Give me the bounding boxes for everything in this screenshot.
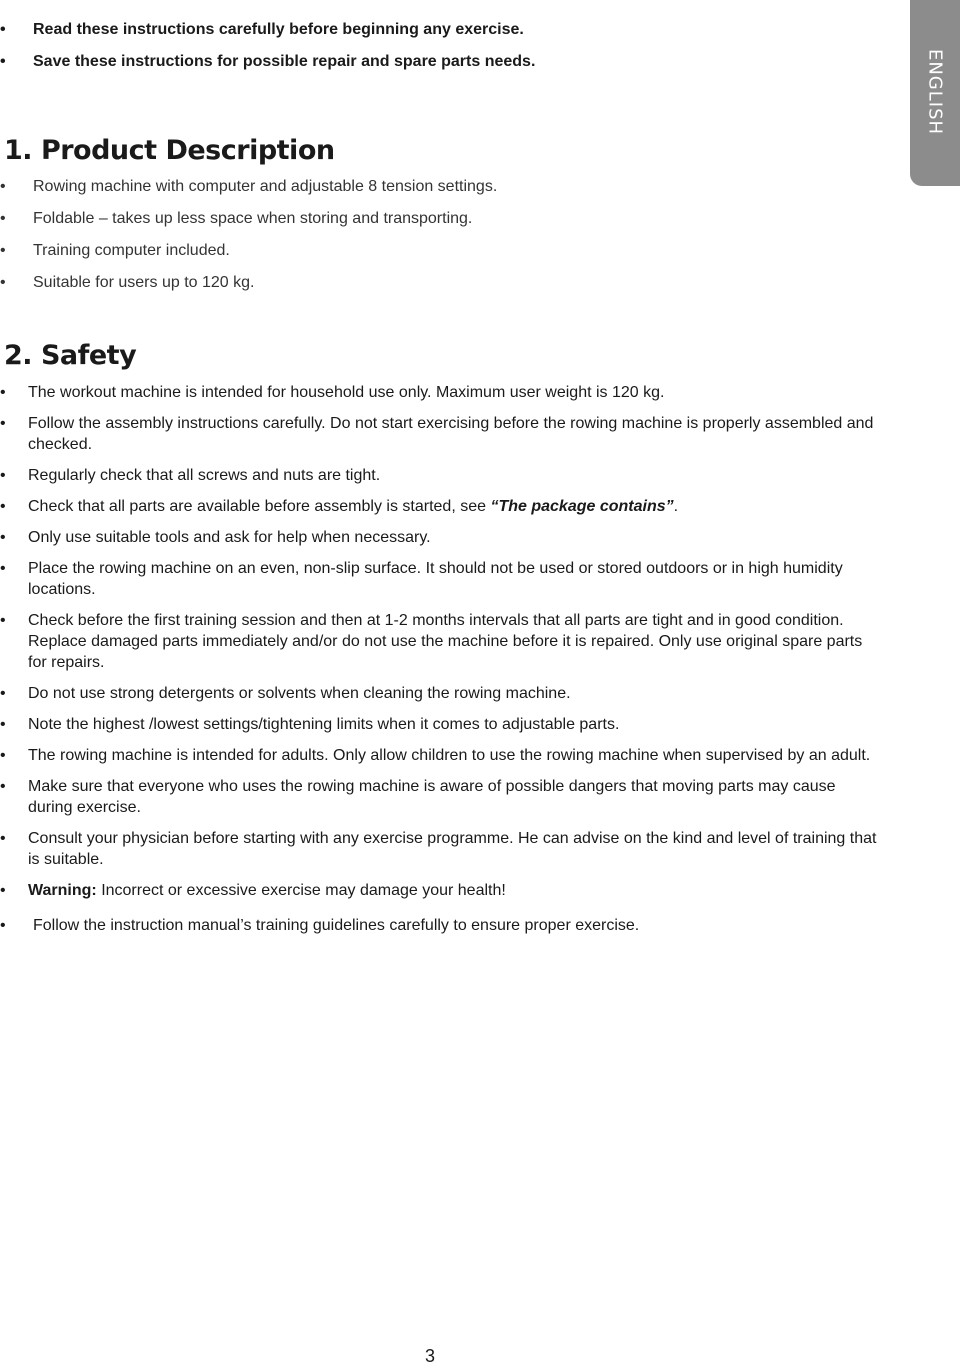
section-heading-product-description: 1. Product Description [4, 135, 335, 166]
list-item: • Foldable – takes up less space when storing and transporting. [0, 208, 880, 229]
intro-list [0, 19, 880, 83]
list-item: • Follow the instruction manual’s training guidelines carefully to ensure proper exercise. [0, 915, 880, 936]
list-item: • Regularly check that all screws and nuts are tight. [0, 465, 880, 486]
list-item: • Rowing machine with computer and adjustable 8 tension settings. [0, 176, 880, 197]
page-number: 3 [424, 1346, 435, 1366]
safety-list [0, 382, 880, 946]
list-item: • Check before the first training session and then at 1-2 months intervals that all parts are tight and in good condition. Replace damaged parts immediately and/or do not use the machine before it is repaired. Only use original spare parts for repairs. [0, 610, 880, 673]
product-description-list [0, 176, 880, 304]
list-item: • Place the rowing machine on an even, non-slip surface. It should not be used or stored outdoors or in high humidity locations. [0, 558, 880, 600]
list-item: • Follow the assembly instructions carefully. Do not start exercising before the rowing machine is properly assembled and checked. [0, 413, 880, 455]
language-tab[interactable] [910, 0, 960, 186]
package-contents-reference[interactable]: “The package contains” [490, 498, 674, 515]
list-item: • Read these instructions carefully before beginning any exercise. [0, 19, 880, 40]
list-item: • Training computer included. [0, 240, 880, 261]
list-item: • Note the highest /lowest settings/tightening limits when it comes to adjustable parts. [0, 714, 880, 735]
language-tab-label: ENGLISH [924, 48, 946, 136]
list-item: • The rowing machine is intended for adults. Only allow children to use the rowing machine when supervised by an adult. [0, 745, 880, 766]
list-item: • Warning: Incorrect or excessive exercise may damage your health! [0, 880, 880, 901]
list-item: • Save these instructions for possible repair and spare parts needs. [0, 51, 880, 72]
list-item: • Consult your physician before starting with any exercise programme. He can advise on the kind and level of training that is suitable. [0, 828, 880, 870]
list-item: • Suitable for users up to 120 kg. [0, 272, 880, 293]
warning-label: Warning: [28, 882, 97, 899]
section-heading-safety: 2. Safety [4, 340, 137, 371]
list-item: • Do not use strong detergents or solvents when cleaning the rowing machine. [0, 683, 880, 704]
list-item: • Make sure that everyone who uses the rowing machine is aware of possible dangers that moving parts may cause during exercise. [0, 776, 880, 818]
list-item: • The workout machine is intended for household use only. Maximum user weight is 120 kg. [0, 382, 880, 403]
list-item: • Check that all parts are available before assembly is started, see “The package contains”. [0, 496, 880, 517]
list-item: • Only use suitable tools and ask for help when necessary. [0, 527, 880, 548]
